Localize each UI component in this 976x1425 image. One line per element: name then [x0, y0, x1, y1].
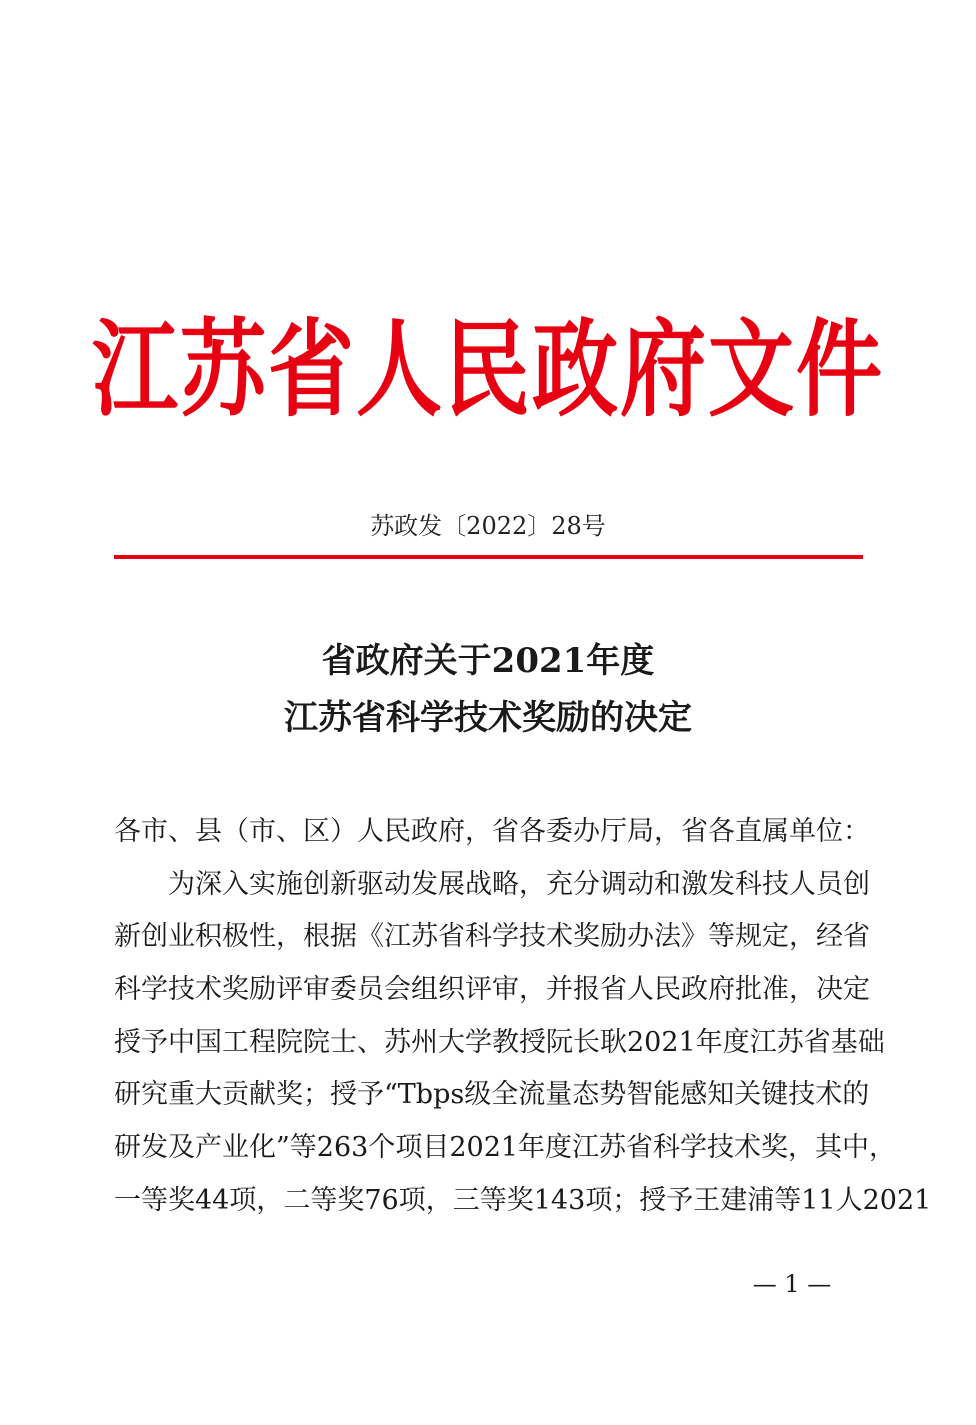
masthead-title: 江苏省人民政府文件 — [92, 309, 884, 432]
body-line: 为深入实施创新驱动发展战略，充分调动和激发科技人员创 — [168, 869, 870, 900]
page-number: — 1 — — [752, 1270, 832, 1298]
body-line: 一等奖44项，二等奖76项，三等奖143项；授予王建浦等11人2021 — [114, 1185, 932, 1216]
body-line: 授予中国工程院院士、苏州大学教授阮长耿2021年度江苏省基础 — [114, 1027, 885, 1058]
document-number: 苏政发〔2022〕28号 — [370, 512, 606, 540]
body-line: 科学技术奖励评审委员会组织评审，并报省人民政府批准，决定 — [114, 974, 870, 1005]
salutation: 各市、县（市、区）人民政府，省各委办厅局，省各直属单位： — [114, 816, 870, 847]
body-line: 研究重大贡献奖；授予“Tbps级全流量态势智能感知关键技术的 — [114, 1079, 870, 1110]
document-title-line-1: 省政府关于2021年度 — [321, 641, 655, 681]
body-line: 研发及产业化”等263个项目2021年度江苏省科学技术奖，其中， — [114, 1132, 897, 1163]
red-divider-line — [114, 555, 863, 559]
body-line: 新创业积极性，根据《江苏省科学技术奖励办法》等规定，经省 — [114, 921, 870, 952]
document-title-line-2: 江苏省科学技术奖励的决定 — [284, 698, 692, 738]
